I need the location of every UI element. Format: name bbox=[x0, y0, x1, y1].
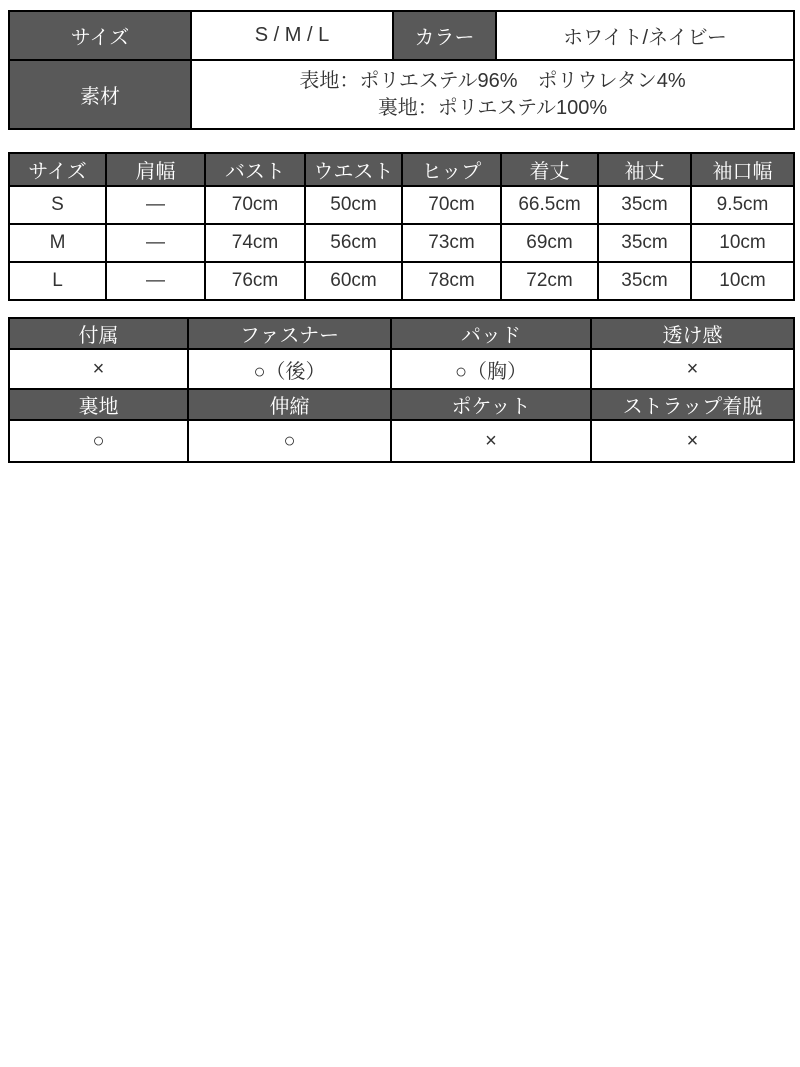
material-label-cell: 素材 bbox=[9, 60, 191, 129]
cell-m-shoulder: — bbox=[106, 224, 205, 262]
spec-value-row-1 bbox=[9, 349, 794, 389]
value-cell-stretch: ○ bbox=[188, 420, 391, 462]
header-cell-cuff: 袖口幅 bbox=[691, 153, 794, 186]
header-cell-size: サイズ bbox=[9, 153, 106, 186]
spec-header-row-1 bbox=[9, 318, 794, 349]
size-color-row bbox=[9, 11, 794, 60]
header-cell-stretch: 伸縮 bbox=[188, 389, 391, 420]
header-cell-fastener: ファスナー bbox=[188, 318, 391, 349]
size-label-cell: サイズ bbox=[9, 11, 191, 60]
cell-l-length: 72cm bbox=[501, 262, 598, 300]
color-value-cell: ホワイト/ネイビー bbox=[496, 11, 794, 60]
cell-s-shoulder: — bbox=[106, 186, 205, 224]
value-cell-pad: ○（胸） bbox=[391, 349, 591, 389]
material-line1: 表地：ポリエステル96% ポリウレタン4% bbox=[299, 69, 686, 92]
cell-s-cuff: 9.5cm bbox=[691, 186, 794, 224]
spec-value-row-2 bbox=[9, 420, 794, 462]
header-cell-length: 着丈 bbox=[501, 153, 598, 186]
header-cell-lining: 裏地 bbox=[9, 389, 188, 420]
cell-m-waist: 56cm bbox=[305, 224, 402, 262]
measurement-row-m bbox=[9, 224, 794, 262]
cell-m-sleeve: 35cm bbox=[598, 224, 691, 262]
cell-l-shoulder: — bbox=[106, 262, 205, 300]
cell-m-bust: 74cm bbox=[205, 224, 305, 262]
cell-l-cuff: 10cm bbox=[691, 262, 794, 300]
header-cell-bust: バスト bbox=[205, 153, 305, 186]
cell-m-hip: 73cm bbox=[402, 224, 501, 262]
cell-s-bust: 70cm bbox=[205, 186, 305, 224]
cell-s-length: 66.5cm bbox=[501, 186, 598, 224]
value-cell-strap: × bbox=[591, 420, 794, 462]
measurement-row-l bbox=[9, 262, 794, 300]
value-cell-fastener: ○（後） bbox=[188, 349, 391, 389]
cell-l-hip: 78cm bbox=[402, 262, 501, 300]
cell-m-cuff: 10cm bbox=[691, 224, 794, 262]
header-cell-sheerness: 透け感 bbox=[591, 318, 794, 349]
header-cell-pad: パッド bbox=[391, 318, 591, 349]
color-label-cell: カラー bbox=[393, 11, 496, 60]
cell-l-sleeve: 35cm bbox=[598, 262, 691, 300]
cell-s-size: S bbox=[9, 186, 106, 224]
header-cell-shoulder: 肩幅 bbox=[106, 153, 205, 186]
size-value-cell: S / M / L bbox=[191, 11, 393, 60]
cell-l-size: L bbox=[9, 262, 106, 300]
material-value-cell bbox=[191, 60, 794, 129]
cell-m-length: 69cm bbox=[501, 224, 598, 262]
value-cell-lining: ○ bbox=[9, 420, 188, 462]
value-cell-sheerness: × bbox=[591, 349, 794, 389]
header-cell-pocket: ポケット bbox=[391, 389, 591, 420]
header-cell-sleeve: 袖丈 bbox=[598, 153, 691, 186]
header-cell-accessory: 付属 bbox=[9, 318, 188, 349]
measurement-row-s bbox=[9, 186, 794, 224]
cell-s-waist: 50cm bbox=[305, 186, 402, 224]
size-color-material-table bbox=[8, 10, 795, 130]
measurement-table bbox=[8, 152, 795, 301]
value-cell-accessory: × bbox=[9, 349, 188, 389]
header-cell-waist: ウエスト bbox=[305, 153, 402, 186]
cell-s-hip: 70cm bbox=[402, 186, 501, 224]
header-cell-strap: ストラップ着脱 bbox=[591, 389, 794, 420]
material-line2: 裏地：ポリエステル100% bbox=[377, 96, 608, 119]
value-cell-pocket: × bbox=[391, 420, 591, 462]
feature-spec-table bbox=[8, 317, 795, 463]
cell-l-waist: 60cm bbox=[305, 262, 402, 300]
measurement-header-row bbox=[9, 153, 794, 186]
cell-l-bust: 76cm bbox=[205, 262, 305, 300]
material-row bbox=[9, 60, 794, 129]
cell-m-size: M bbox=[9, 224, 106, 262]
cell-s-sleeve: 35cm bbox=[598, 186, 691, 224]
header-cell-hip: ヒップ bbox=[402, 153, 501, 186]
spec-header-row-2 bbox=[9, 389, 794, 420]
